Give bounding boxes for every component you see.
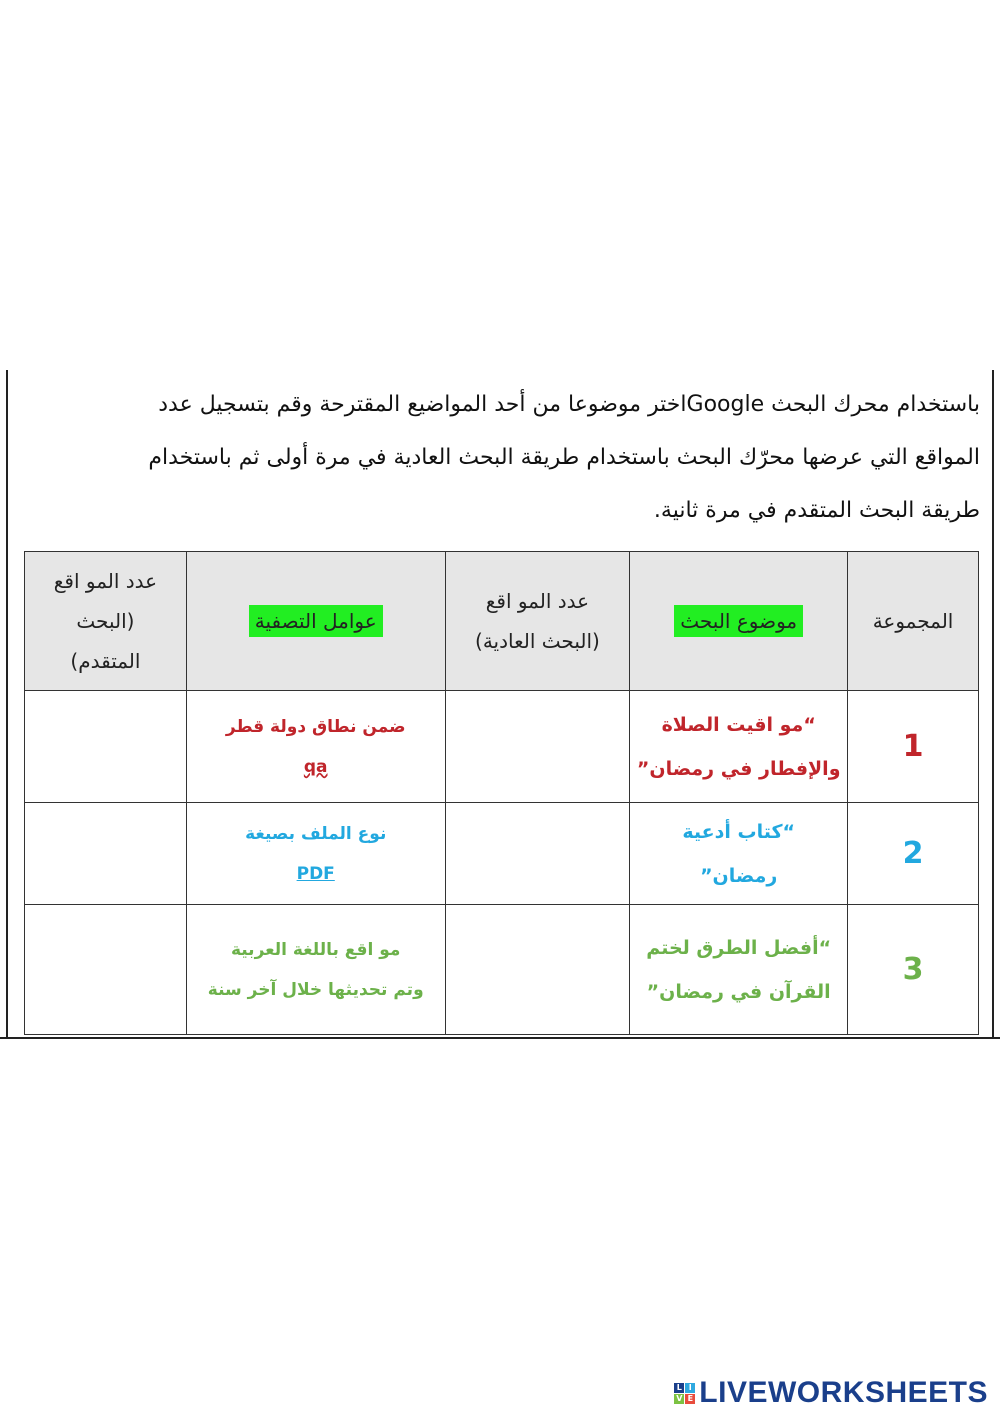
topic-3-line2: القرآن في رمضان” (646, 980, 831, 1003)
filter-cell-3 (186, 905, 445, 1035)
instructions-line-1: باستخدام محرك البحث Googleاختر موضوعا من أحد المواضيع المقترحة وقم بتسجيل عدد (158, 392, 980, 417)
filter-3-line1: مو اقع باللغة العربية (230, 939, 401, 960)
filter-cell-1 (186, 691, 445, 803)
liveworksheets-logo-icon: L I V E (674, 1383, 695, 1404)
filter-1-line2: qa (303, 756, 328, 777)
frame-bottom-line (0, 1037, 1000, 1039)
header-advanced-count-line2: (البحث (76, 609, 135, 633)
header-filters (186, 552, 445, 691)
group-number-2: 2 (848, 803, 979, 905)
filter-2-line2: PDF (296, 863, 335, 884)
header-advanced-count-line3: المتقدم) (70, 649, 141, 673)
topic-1-line2: والإفطار في رمضان” (636, 757, 841, 780)
header-filters-label: عوامل التصفية (249, 605, 383, 637)
advanced-count-input-2[interactable] (25, 803, 187, 905)
header-topic-label: موضوع البحث (674, 605, 803, 637)
header-advanced-count-line1: عدد المو اقع (53, 569, 158, 593)
header-normal-count-line2: (البحث العادية) (475, 629, 600, 653)
liveworksheets-logo-text: LIVEWORKSHEETS (699, 1376, 988, 1409)
group-number-1: 1 (848, 691, 979, 803)
group-number-3: 3 (848, 905, 979, 1035)
filter-1-line1: ضمن نطاق دولة قطر (225, 716, 406, 737)
advanced-count-input-3[interactable] (25, 905, 187, 1035)
normal-count-input-1[interactable] (445, 691, 630, 803)
header-topic (630, 552, 848, 691)
topic-2-line2: رمضان” (700, 864, 778, 887)
header-group (848, 552, 979, 691)
instructions-paragraph (22, 378, 980, 537)
instructions-line-3: طريقة البحث المتقدم في مرة ثانية. (653, 498, 980, 523)
topic-1-line1: “مو اقيت الصلاة (661, 713, 816, 736)
normal-count-input-2[interactable] (445, 803, 630, 905)
header-group-label: المجموعة (872, 609, 954, 633)
table-row (25, 803, 979, 905)
topic-cell-2 (630, 803, 848, 905)
header-normal-count (445, 552, 630, 691)
instructions-line-2: المواقع التي عرضها محرّك البحث باستخدام طريقة البحث العادية في مرة أولى ثم باستخدام (148, 445, 980, 470)
topic-cell-1 (630, 691, 848, 803)
filter-cell-2 (186, 803, 445, 905)
advanced-count-input-1[interactable] (25, 691, 187, 803)
header-normal-count-line1: عدد المو اقع (485, 589, 590, 613)
table-row (25, 691, 979, 803)
header-advanced-count (25, 552, 187, 691)
table-header-row (25, 552, 979, 691)
topic-cell-3 (630, 905, 848, 1035)
liveworksheets-logo (674, 1376, 988, 1410)
filter-3-line2: وتم تحديثها خلال آخر سنة (207, 979, 424, 1000)
topic-3-line1: “أفضل الطرق لختم (646, 936, 832, 959)
topic-2-line1: “كتاب أدعية (682, 820, 796, 843)
filter-2-line1: نوع الملف بصيغة (245, 823, 387, 844)
table-row (25, 905, 979, 1035)
normal-count-input-3[interactable] (445, 905, 630, 1035)
search-table (24, 551, 979, 1035)
